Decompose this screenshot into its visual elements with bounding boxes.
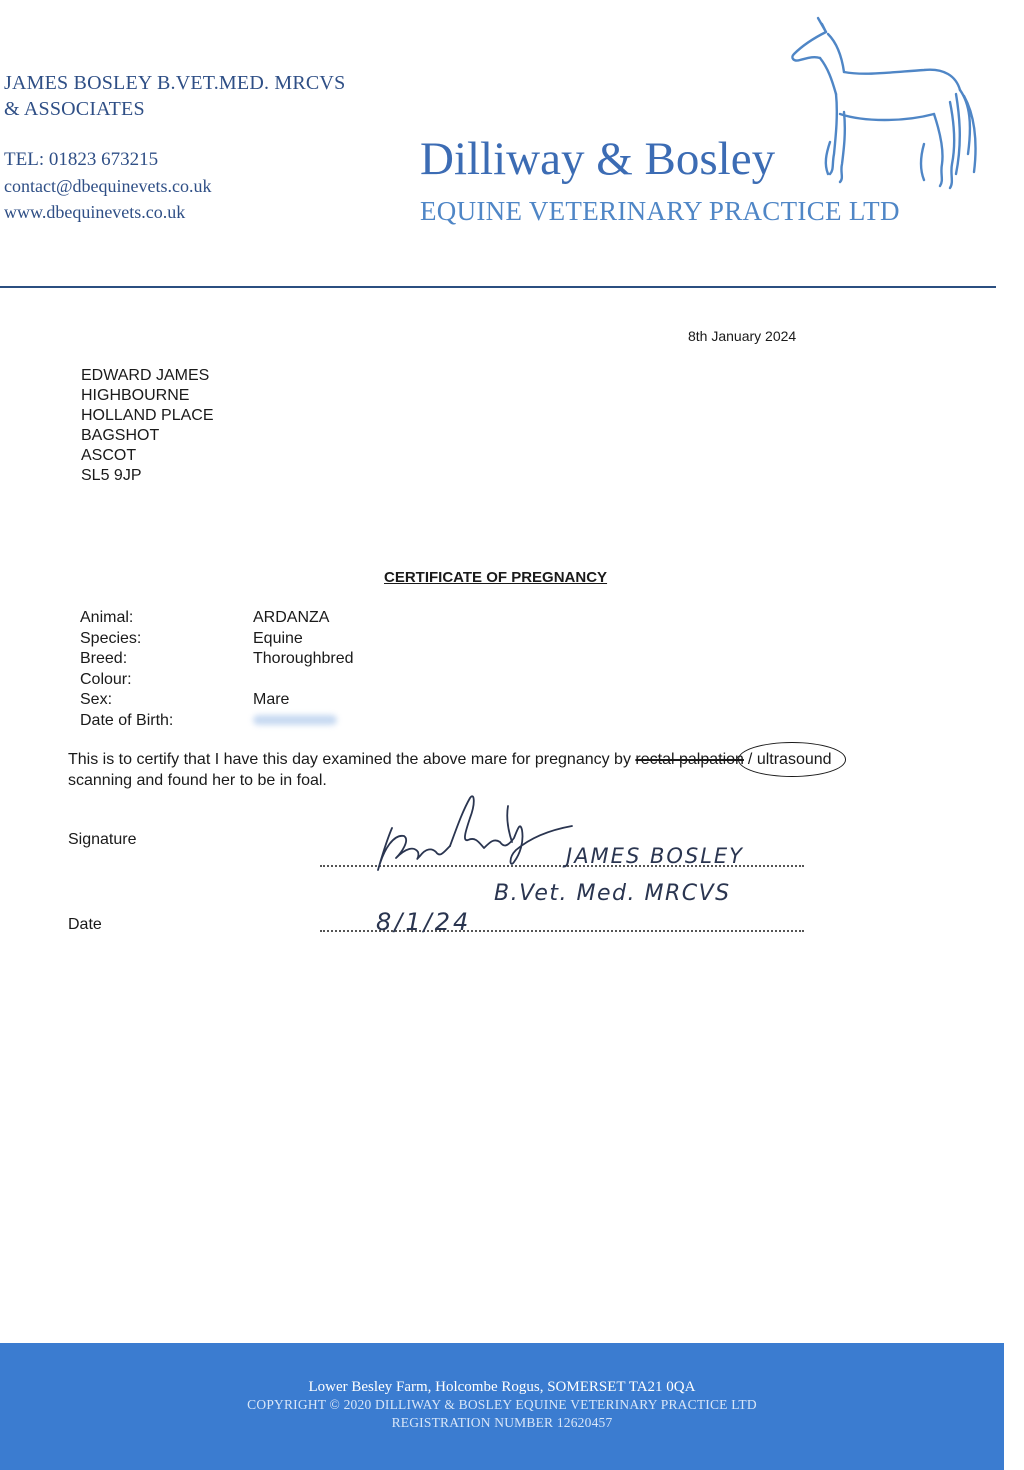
detail-value: Thoroughbred [253, 650, 354, 667]
date-label: Date [68, 916, 102, 933]
practitioner-associates: & ASSOCIATES [4, 98, 145, 120]
address-line: EDWARD JAMES [81, 367, 210, 384]
header-divider [0, 286, 996, 288]
circled-method [744, 750, 836, 771]
statement-line-1 [68, 750, 836, 771]
detail-value: Equine [253, 629, 303, 647]
handwritten-qualifications: B.Vet. Med. MRCVS [494, 881, 731, 906]
slash-mark: / [747, 751, 753, 768]
signature-line [320, 865, 804, 867]
handwritten-name: JAMES BOSLEY [566, 844, 745, 868]
detail-value: ARDANZA [253, 609, 330, 626]
handwritten-date: 8/1/24 [376, 908, 472, 936]
address-line: HIGHBOURNE [81, 387, 190, 404]
brand-name: Dilliway & Bosley [420, 133, 776, 185]
struck-method: rectal palpation [635, 751, 744, 768]
date-line [320, 930, 804, 932]
practitioner-name: JAMES BOSLEY B.VET.MED. MRCVS [4, 72, 346, 94]
telephone-number: TEL: 01823 673215 [4, 149, 159, 170]
statement-line-2: scanning and found her to be in foal. [68, 771, 327, 789]
detail-label: Sex: [80, 691, 113, 708]
signature-label: Signature [68, 831, 137, 848]
address-line: SL5 9JP [81, 467, 142, 484]
circled-method-text: ultrasound [756, 751, 832, 768]
address-line: ASCOT [81, 447, 137, 464]
footer-copyright: COPYRIGHT © 2020 DILLIWAY & BOSLEY EQUINE VETERINARY PRACTICE LTD [247, 1397, 757, 1412]
brand-subtitle: EQUINE VETERINARY PRACTICE LTD [420, 196, 900, 226]
detail-value: Mare [253, 691, 290, 708]
website-address: www.dbequinevets.co.uk [4, 202, 186, 222]
footer-bar [0, 1343, 1004, 1470]
letter-date: 8th January 2024 [688, 328, 797, 344]
redacted-date-of-birth [253, 715, 337, 725]
statement-text: This is to certify that I have this day examined the above mare for pregnancy by [68, 751, 636, 768]
detail-label: Colour: [80, 670, 132, 688]
certificate-title: CERTIFICATE OF PREGNANCY [384, 569, 608, 586]
detail-label: Species: [80, 629, 142, 647]
address-line: BAGSHOT [81, 427, 160, 444]
address-line: HOLLAND PLACE [81, 407, 214, 424]
detail-label: Animal: [80, 609, 134, 626]
detail-label: Date of Birth: [80, 711, 174, 729]
certification-statement [68, 750, 836, 791]
practice-contact-block [4, 70, 346, 222]
horse-icon [784, 14, 984, 194]
email-address: contact@dbequinevets.co.uk [4, 176, 212, 196]
footer-registration: REGISTRATION NUMBER 12620457 [391, 1415, 613, 1430]
recipient-address [81, 366, 214, 486]
footer-address: Lower Besley Farm, Holcombe Rogus, SOMERSET TA21 0QA [308, 1379, 696, 1395]
detail-label: Breed: [80, 650, 128, 667]
